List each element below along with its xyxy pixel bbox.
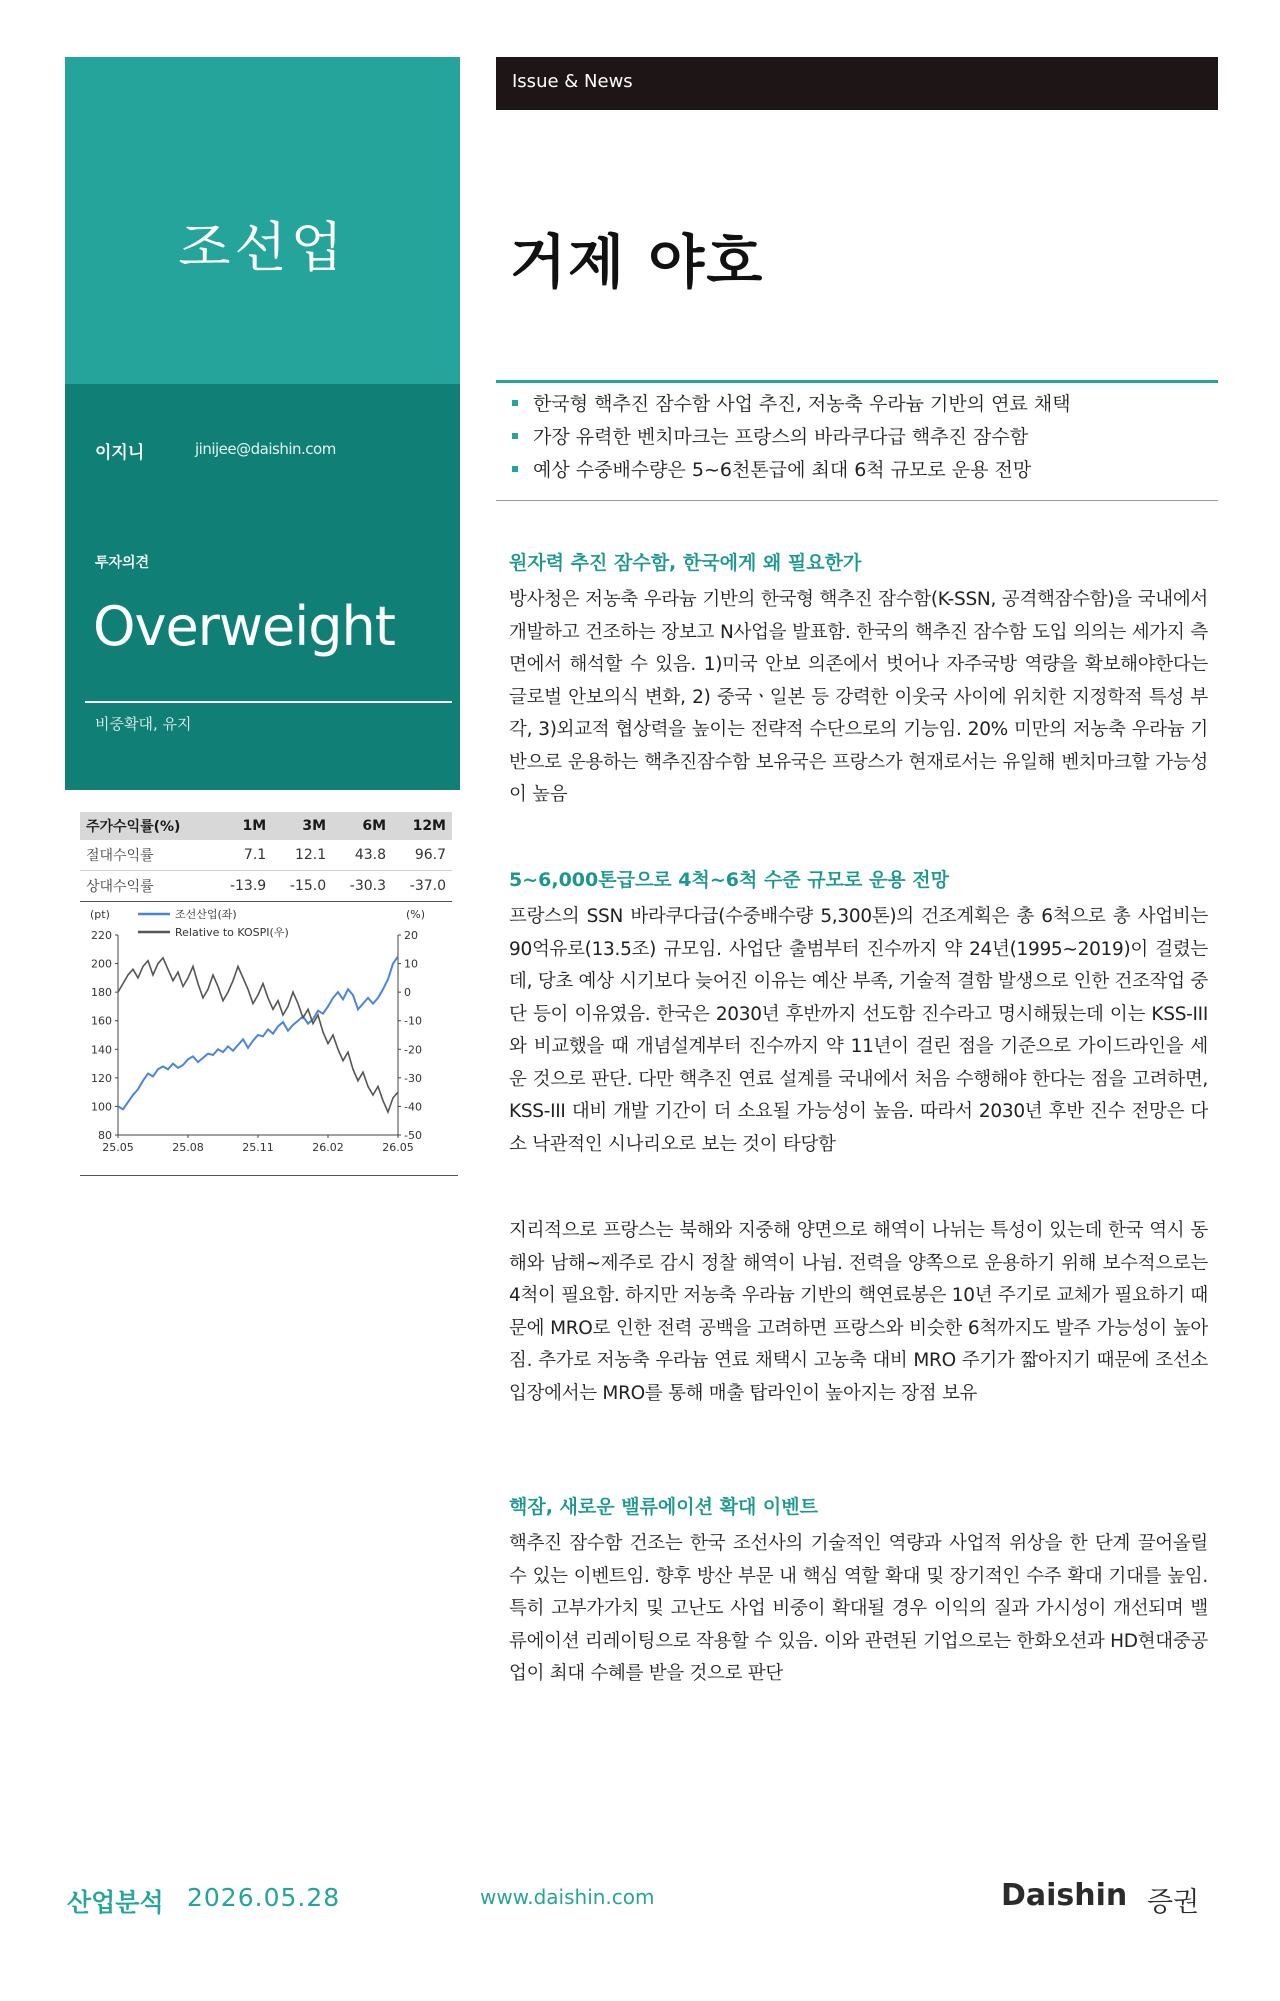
table-cell: 7.1 [212, 840, 272, 871]
footer-category: 산업분석 [67, 1888, 164, 1917]
legend-label: 조선산업(좌) [175, 908, 237, 921]
returns-table-header [80, 812, 452, 840]
table-cell: -13.9 [212, 871, 272, 902]
opinion-label: 투자의견 [95, 555, 150, 571]
table-cell: 상대수익률 [80, 871, 212, 902]
summary-text: 가장 유력한 벤치마크는 프랑스의 바라쿠다급 핵추진 잠수함 [533, 426, 1029, 448]
y-left-tick-label: 200 [91, 957, 112, 971]
sector-title: 조선업 [178, 216, 347, 279]
x-tick-label: 25.08 [172, 1141, 204, 1154]
table-cell: -30.3 [332, 871, 392, 902]
y-right-tick-label: -50 [404, 1129, 422, 1142]
table-row [80, 871, 452, 902]
summary-text: 예상 수중배수량은 5~6천톤급에 최대 6척 규모로 운용 전망 [533, 459, 1032, 481]
x-tick-label: 25.05 [102, 1141, 134, 1154]
returns-header-cell: 12M [392, 812, 452, 840]
section-heading: 핵잠, 새로운 밸류에이션 확대 이벤트 [509, 1496, 818, 1518]
price-chart-svg [80, 900, 458, 1175]
table-cell: -37.0 [392, 871, 452, 902]
table-cell: 12.1 [272, 840, 332, 871]
returns-table [80, 812, 452, 902]
y-right-tick-label: -40 [404, 1100, 422, 1114]
opinion-note: 비중확대, 유지 [95, 715, 192, 733]
opinion-value: Overweight [93, 595, 395, 658]
summary-item [508, 421, 1071, 454]
table-cell: 절대수익률 [80, 840, 212, 871]
daishin-logo-suffix: 증권 [1147, 1887, 1200, 1918]
bullet-square-icon [512, 400, 518, 406]
body-paragraph: 프랑스의 SSN 바라쿠다급(수중배수량 5,300톤)의 건조계획은 총 6척으로 총 사업비는 90억유로(13.5조) 규모임. 사업단 출범부터 진수까지 약 24년(1995~2019)이 걸렸는데, 당초 예상 시기보다 늦어진 이유는 예산 부족, 기술적 결함 발생으로 인한 건조작업 중단 등이 이유였음. 한국은 2030년 후반까지 선도함 진수라고 명시해뒀는데 이는 KSS-III와 비교했을 때 개념설계부터 진수까지 약 11년이 걸린 점을 기준으로 가이드라인을 세운 것으로 판단. 다만 핵추진 연료 설계를 국내에서 처음 수행해야 한다는 점을 고려하면, KSS-III 대비 개발 기간이 더 소요될 가능성이 높음. 따라서 2030년 후반 진수 전망은 다소 낙관적인 시나리오로 보는 것이 타당함 [509, 906, 1208, 1155]
x-tick-label: 25.11 [242, 1141, 274, 1154]
table-cell: 43.8 [332, 840, 392, 871]
y-right-tick-label: -10 [404, 1014, 422, 1028]
x-tick-label: 26.05 [382, 1141, 414, 1154]
legend-label: Relative to KOSPI(우) [175, 926, 289, 939]
footer-date: 2026.05.28 [187, 1883, 341, 1912]
y-left-tick-label: 120 [91, 1071, 112, 1085]
y-right-tick-label: 0 [404, 986, 411, 1000]
y-left-tick-label: 80 [98, 1129, 112, 1142]
returns-header-cell: 주가수익률(%) [80, 812, 212, 840]
body-paragraph: 방사청은 저농축 우라늄 기반의 한국형 핵추진 잠수함(K-SSN, 공격핵잠수함)을 국내에서 개발하고 건조하는 장보고 N사업을 발표함. 한국의 핵추진 잠수함 도입 의의는 세가지 측면에서 해석할 수 있음. 1)미국 안보 의존에서 벗어나 자주국방 역량을 확보해야한다는 글로벌 안보의식 변화, 2) 중국ㆍ일본 등 강력한 이웃국 사이에 위치한 지정학적 특성 부각, 3)외교적 협상력을 높이는 전략적 수단으로의 기능임. 20% 미만의 저농축 우라늄 기반으로 운용하는 핵추진잠수함 보유국은 프랑스가 현재로서는 유일해 벤치마크할 가능성이 높음 [509, 589, 1208, 805]
returns-header-cell: 6M [332, 812, 392, 840]
y-right-tick-label: 20 [404, 929, 418, 942]
price-chart [80, 900, 458, 1175]
y-left-tick-label: 220 [91, 929, 112, 942]
body-paragraph: 지리적으로 프랑스는 북해와 지중해 양면으로 해역이 나뉘는 특성이 있는데 한국 역시 동해와 남해~제주로 감시 정찰 해역이 나뉨. 전력을 양쪽으로 운용하기 위해 보수적으로는 4척이 필요함. 하지만 저농축 우라늄 기반의 핵연료봉은 10년 주기로 교체가 필요하기 때문에 MRO로 인한 전력 공백을 고려하면 프랑스와 비슷한 6척까지도 발주 가능성이 높아짐. 추가로 저농축 우라늄 연료 채택시 고농축 대비 MRO 주기가 짧아지기 때문에 조선소 입장에서는 MRO를 통해 매출 탑라인이 높아지는 장점 보유 [509, 1220, 1208, 1404]
y-right-tick-label: -30 [404, 1071, 422, 1085]
section-heading: 5~6,000톤급으로 4척~6척 수준 규모로 운용 전망 [509, 869, 949, 891]
y-right-unit: (%) [406, 908, 426, 921]
returns-header-cell: 1M [212, 812, 272, 840]
y-right-tick-label: 10 [404, 957, 418, 971]
summary-top-rule [496, 380, 1218, 383]
x-tick-label: 26.02 [312, 1141, 344, 1154]
table-cell: 96.7 [392, 840, 452, 871]
summary-item [508, 454, 1071, 487]
summary-list [508, 388, 1071, 487]
series-line [118, 956, 398, 1109]
section-tag: Issue & News [512, 71, 633, 92]
body-paragraph: 핵추진 잠수함 건조는 한국 조선사의 기술적인 역량과 사업적 위상을 한 단계 끌어올릴 수 있는 이벤트임. 향후 방산 부문 내 핵심 역할 확대 및 장기적인 수주 확대 기대를 높임. 특히 고부가가치 및 고난도 사업 비중이 확대될 경우 이익의 질과 가시성이 개선되며 밸류에이션 리레이팅으로 작용할 수 있음. 이와 관련된 기업으로는 한화오션과 HD현대중공업이 최대 수혜를 받을 것으로 판단 [509, 1533, 1208, 1684]
summary-text: 한국형 핵추진 잠수함 사업 추진, 저농축 우라늄 기반의 연료 채택 [533, 393, 1071, 415]
y-left-tick-label: 180 [91, 986, 112, 1000]
bullet-square-icon [512, 433, 518, 439]
table-cell: -15.0 [272, 871, 332, 902]
chart-bottom-rule [80, 1175, 458, 1176]
returns-header-cell: 3M [272, 812, 332, 840]
y-right-tick-label: -20 [404, 1043, 422, 1057]
section-heading: 원자력 추진 잠수함, 한국에게 왜 필요한가 [509, 552, 862, 574]
y-left-unit: (pt) [90, 908, 110, 921]
daishin-logo: Daishin [1001, 1878, 1128, 1913]
analyst-name: 이지니 [95, 443, 145, 463]
y-left-tick-label: 160 [91, 1014, 112, 1028]
footer-url-link[interactable]: www.daishin.com [480, 1885, 655, 1909]
headline: 거제 야호 [510, 228, 765, 296]
summary-bottom-rule [496, 500, 1218, 501]
table-row [80, 840, 452, 871]
summary-item [508, 388, 1071, 421]
y-left-tick-label: 140 [91, 1043, 112, 1057]
opinion-divider [85, 701, 452, 703]
analyst-email[interactable]: jinijee@daishin.com [195, 440, 336, 458]
bullet-square-icon [512, 466, 518, 472]
y-left-tick-label: 100 [91, 1100, 112, 1114]
